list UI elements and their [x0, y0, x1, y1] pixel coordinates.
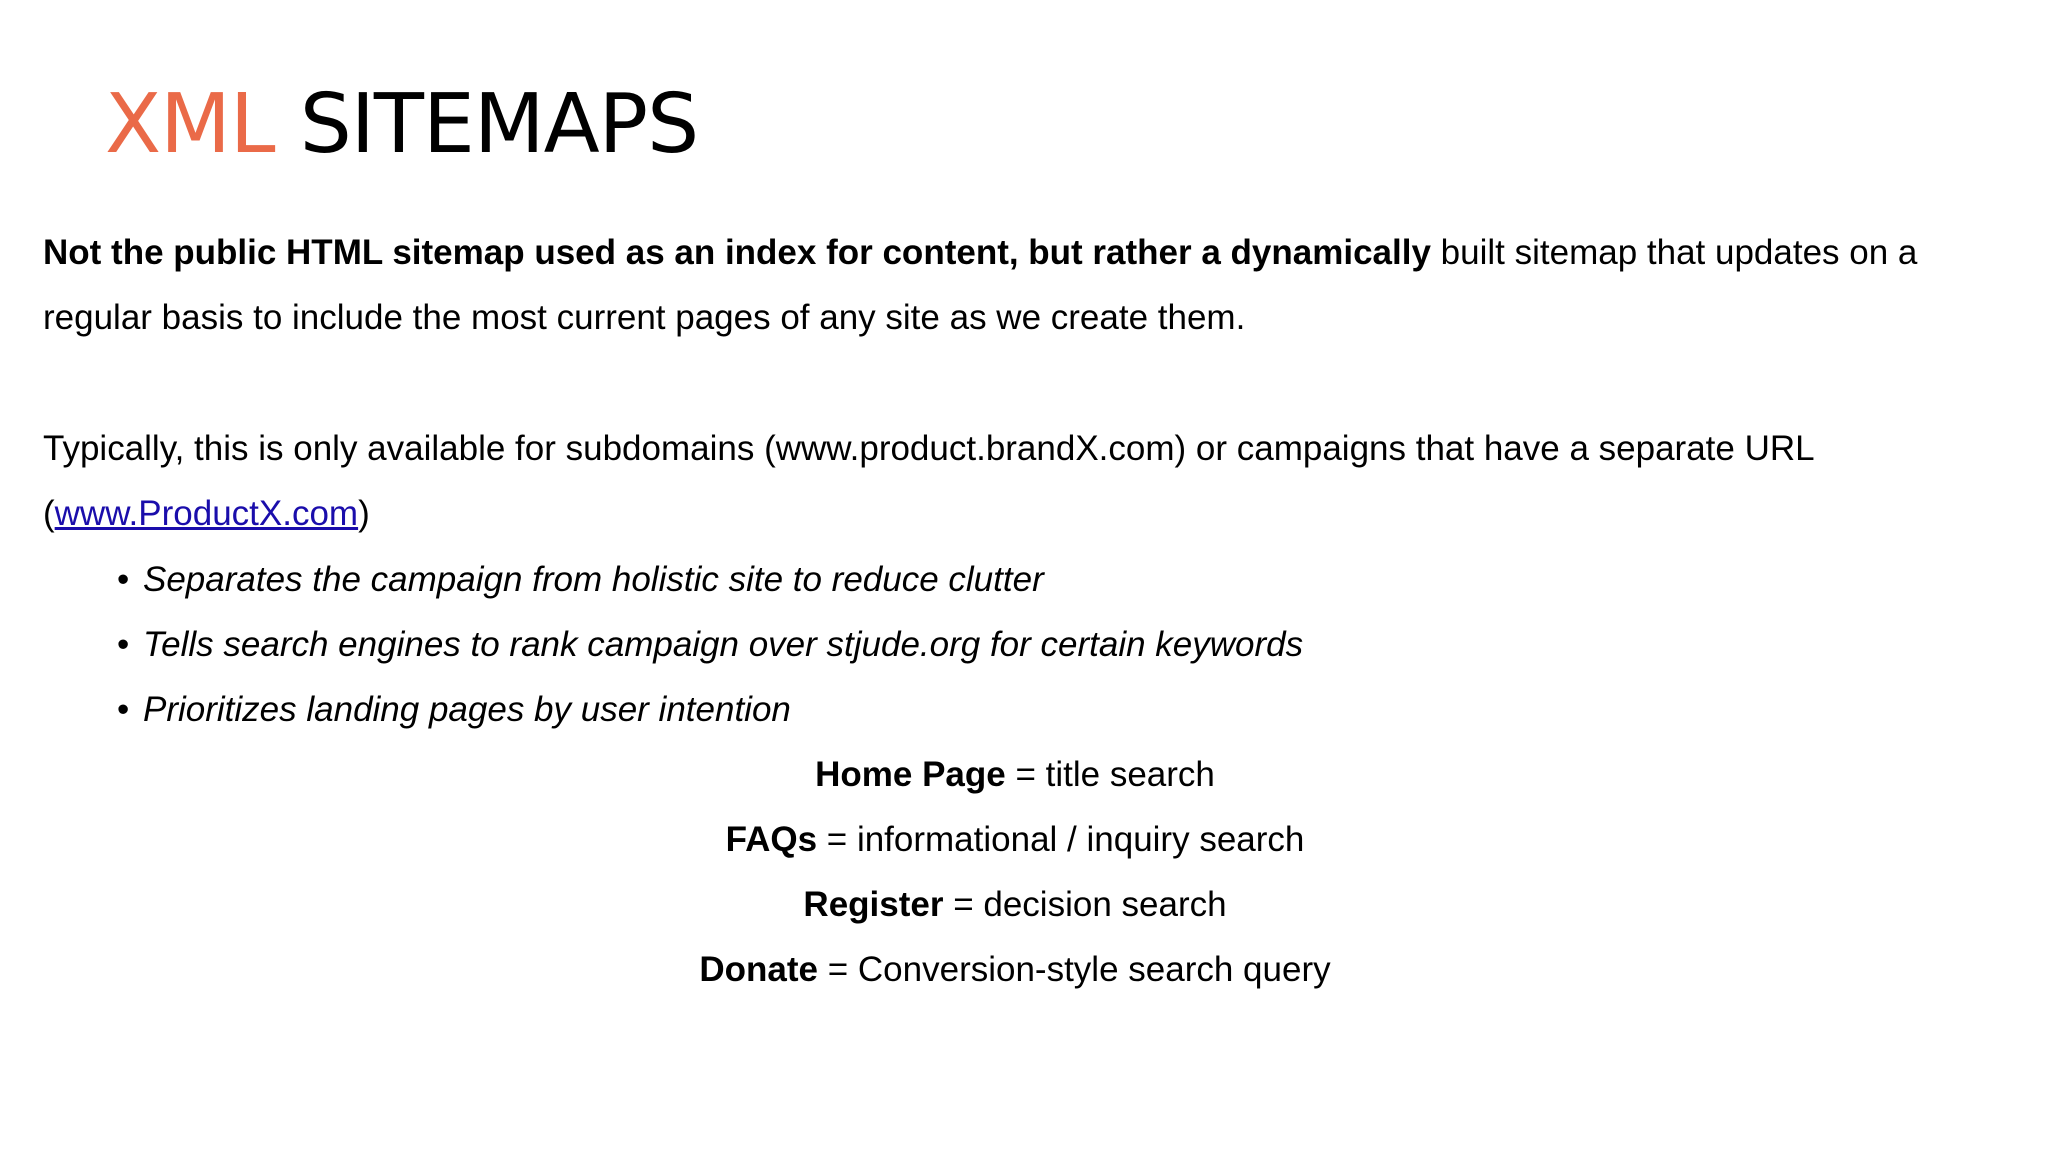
- availability-line-2: [43, 481, 1815, 546]
- mapping-meaning: Conversion-style search query: [857, 950, 1331, 989]
- intro-line-2: regular basis to include the most current pages of any site as we create them.: [43, 298, 1246, 337]
- availability-line-1: Typically, this is only available for subdomains (www.product.brandX.com) or campaigns that have a separate URL: [43, 429, 1815, 468]
- mapping-separator: =: [943, 885, 984, 924]
- bullet-text: Separates the campaign from holistic site to reduce clutter: [143, 560, 1044, 599]
- intro-line-1: [43, 220, 1917, 285]
- mapping-meaning: decision search: [983, 885, 1227, 924]
- mapping-page-name: Home Page: [815, 755, 1006, 794]
- mapping-separator: =: [1005, 755, 1046, 794]
- slide-title: [105, 70, 698, 180]
- intro-bold-text: Not the public HTML sitemap used as an index for content, but rather a dynamically: [43, 233, 1431, 272]
- mapping-row-donate: [0, 937, 2048, 1002]
- bullet-icon: •: [117, 625, 130, 664]
- mapping-row-register: [0, 872, 2048, 937]
- list-item: [117, 612, 1303, 677]
- intro-paragraph: [43, 220, 1917, 350]
- open-paren: (: [43, 494, 55, 533]
- title-rest: SITEMAPS: [299, 77, 699, 172]
- mapping-page-name: Donate: [699, 950, 818, 989]
- page-intent-mapping: [0, 742, 2048, 1002]
- mapping-row-home: [0, 742, 2048, 807]
- title-accent: XML: [105, 77, 275, 172]
- mapping-meaning: title search: [1045, 755, 1215, 794]
- list-item: [117, 547, 1303, 612]
- benefit-list: [117, 547, 1303, 742]
- mapping-row-faqs: [0, 807, 2048, 872]
- mapping-page-name: Register: [803, 885, 944, 924]
- productx-link[interactable]: www.ProductX.com: [54, 494, 359, 533]
- bullet-icon: •: [117, 560, 130, 599]
- mapping-page-name: FAQs: [725, 820, 818, 859]
- intro-line-1-rest: built sitemap that updates on a: [1440, 233, 1918, 272]
- mapping-separator: =: [818, 950, 858, 989]
- bullet-icon: •: [117, 690, 130, 729]
- list-item: [117, 677, 1303, 742]
- bullet-text: Prioritizes landing pages by user intention: [143, 690, 791, 729]
- availability-paragraph: [43, 416, 1815, 546]
- mapping-meaning: informational / inquiry search: [856, 820, 1305, 859]
- close-paren: ): [358, 494, 370, 533]
- bullet-text: Tells search engines to rank campaign over stjude.org for certain keywords: [143, 625, 1304, 664]
- mapping-separator: =: [817, 820, 857, 859]
